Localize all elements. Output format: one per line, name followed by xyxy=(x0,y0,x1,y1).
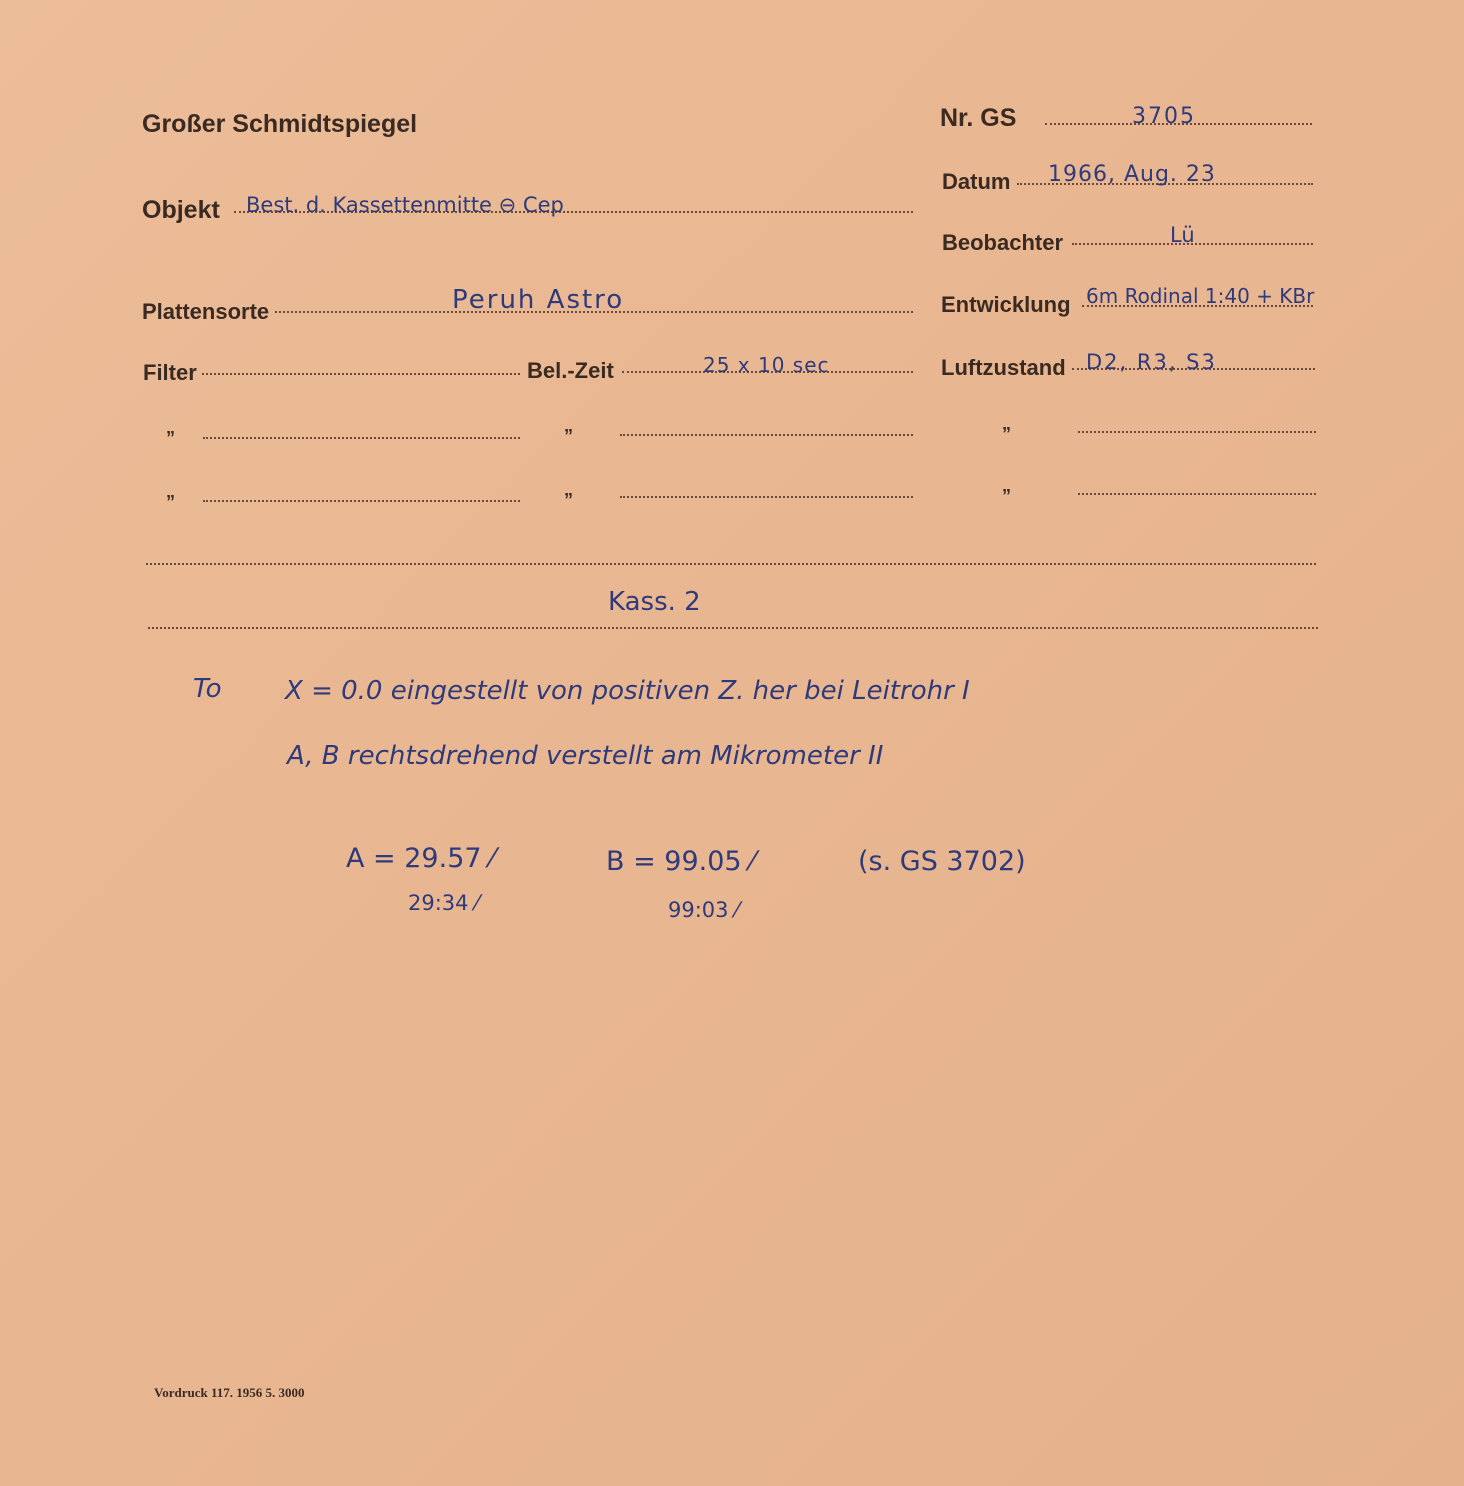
a-sub-value: 29:34 ⁄ xyxy=(408,891,479,915)
filter-label: Filter xyxy=(143,360,197,385)
plattensorte-value: Peruh Astro xyxy=(452,285,625,315)
remarks-line xyxy=(146,563,1316,565)
belzeit-value: 25 x 10 sec xyxy=(703,353,830,377)
ditto-line xyxy=(1078,431,1316,433)
reference-note: (s. GS 3702) xyxy=(858,846,1026,877)
beobachter-value: Lü xyxy=(1170,223,1195,247)
b-value: B = 99.05 ⁄ xyxy=(606,846,755,877)
b-sub-value: 99:03 ⁄ xyxy=(668,898,739,922)
plattensorte-label: Plattensorte xyxy=(142,299,270,324)
beobachter-label: Beobachter xyxy=(942,230,1064,255)
note-prefix: To xyxy=(193,674,222,704)
footer-print-code: Vordruck 117. 1956 5. 3000 xyxy=(154,1385,305,1400)
datum-label: Datum xyxy=(942,169,1011,194)
luftzustand-value: D2, R3, S3 xyxy=(1086,350,1217,374)
ditto-line xyxy=(203,437,520,439)
kass-note: Kass. 2 xyxy=(608,587,701,617)
nr-value: 3705 xyxy=(1132,104,1196,129)
ditto-line xyxy=(203,500,520,502)
ditto-line xyxy=(620,434,913,436)
datum-value: 1966, Aug. 23 xyxy=(1048,162,1216,187)
ditto-mark: ” xyxy=(1002,424,1011,444)
note-line-1: X = 0.0 eingestellt von positiven Z. her bei Leitrohr I xyxy=(285,676,970,706)
nr-label: Nr. GS xyxy=(940,104,1017,132)
objekt-value: Best. d. Kassettenmitte ⊖ Cep xyxy=(246,193,564,217)
form-title: Großer Schmidtspiegel xyxy=(142,110,418,138)
luftzustand-label: Luftzustand xyxy=(941,355,1066,380)
ditto-line xyxy=(1078,493,1316,495)
ditto-mark: ” xyxy=(166,492,175,512)
ditto-line xyxy=(620,496,913,498)
objekt-label: Objekt xyxy=(142,196,220,224)
entwicklung-value: 6m Rodinal 1:40 + KBr xyxy=(1086,284,1315,308)
ditto-mark: ” xyxy=(166,428,175,448)
remarks-line xyxy=(148,627,1318,629)
ditto-mark: ” xyxy=(564,490,573,510)
entwicklung-label: Entwicklung xyxy=(941,292,1071,317)
a-value: A = 29.57 ⁄ xyxy=(346,843,495,874)
filter-line xyxy=(202,373,520,375)
note-line-2: A, B rechtsdrehend verstellt am Mikrometer II xyxy=(287,741,884,771)
ditto-mark: ” xyxy=(1002,486,1011,506)
ditto-mark: ” xyxy=(564,426,573,446)
belzeit-label: Bel.-Zeit xyxy=(527,358,614,383)
